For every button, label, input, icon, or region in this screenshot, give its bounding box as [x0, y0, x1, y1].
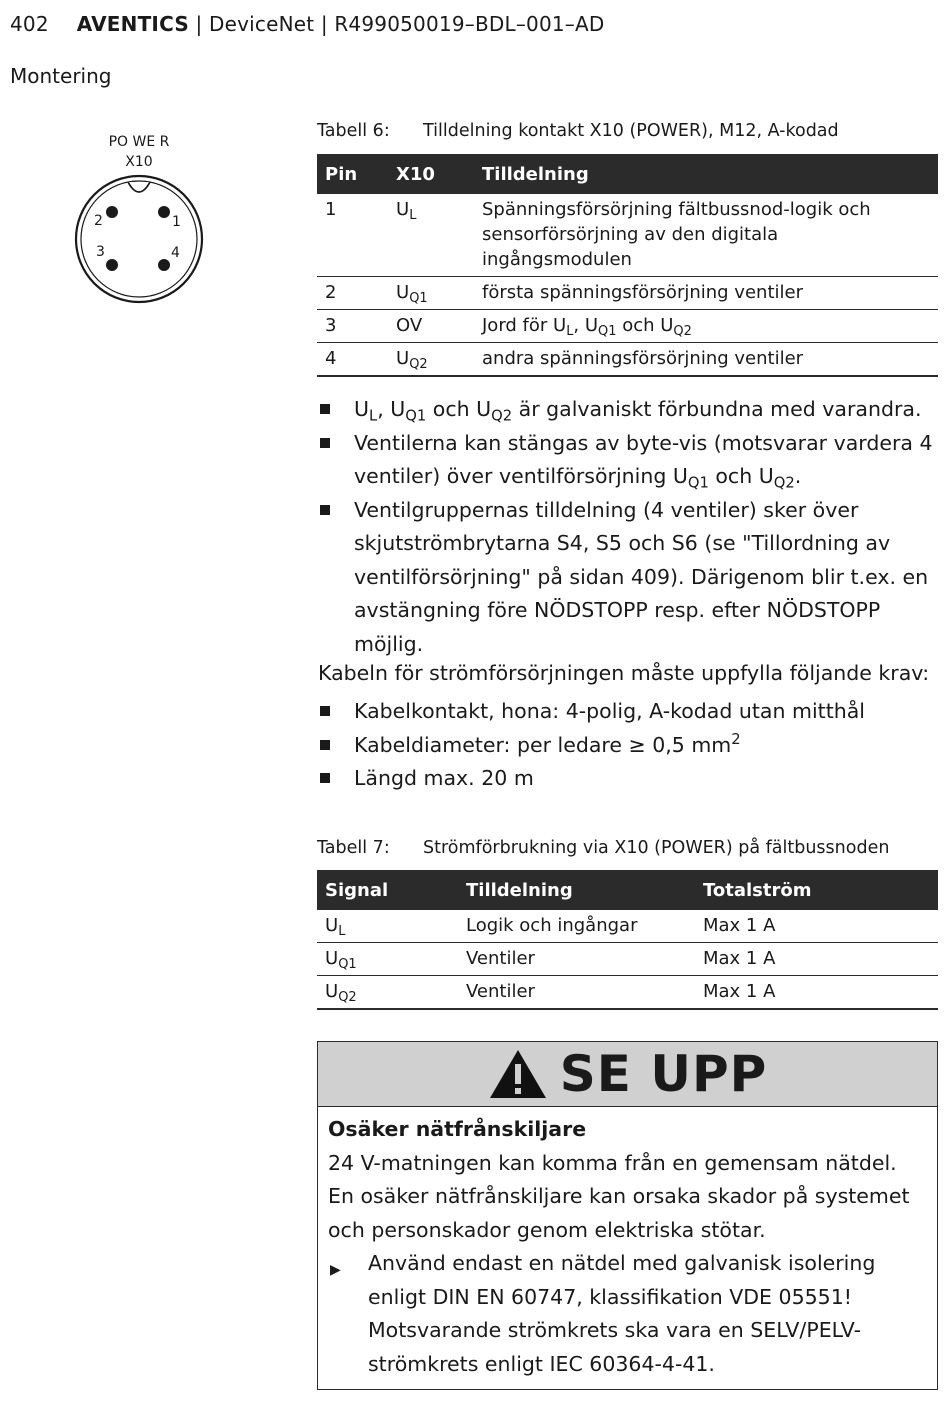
cable-requirements-intro: Kabeln för strömförsörjningen måste uppfylla följande krav: — [318, 661, 930, 685]
list-item: Ventilerna kan stängas av byte-vis (motsvarar vardera 4 ventiler) över ventilförsörjning $U_{Q1}$ och $U_{Q2}$. — [318, 427, 942, 494]
cell-tilldelning: Ventiler — [458, 976, 695, 1010]
bullet-square-icon — [320, 438, 330, 448]
cell-signal: $U_{Q2}$ — [317, 976, 458, 1010]
table-row — [317, 194, 938, 277]
pin-label-3: 3 — [96, 244, 105, 260]
cell-signal: $U_L$ — [317, 910, 458, 943]
cell-tilldelning: Jord för $U_L$, $U_{Q1}$ och $U_{Q2}$ — [474, 310, 938, 343]
bullet-square-icon — [320, 404, 330, 414]
col-header-tilldelning: Tilldelning — [474, 154, 938, 194]
m12-connector-icon — [72, 172, 206, 306]
table-row — [317, 976, 938, 1010]
cell-pin: 1 — [317, 194, 388, 277]
cell-tilldelning: första spänningsförsörjning ventiler — [474, 277, 938, 310]
cell-tilldelning: Ventiler — [458, 943, 695, 976]
table-row — [317, 910, 938, 943]
col-header-x10: X10 — [388, 154, 474, 194]
pin-label-2: 2 — [94, 213, 103, 229]
caution-title: SE UPP — [559, 1045, 768, 1103]
caution-instruction: ▶ Använd endast en nätdel med galvanisk isolering enligt DIN EN 60747, klassifikation VDE 05551! Motsvarande strömkrets ska vara en SELV/PELV-strömkrets enligt IEC 60364-4-41. — [330, 1251, 876, 1376]
list-item: $U_L$, $U_{Q1}$ och $U_{Q2}$ är galvaniskt förbundna med varandra. — [318, 393, 942, 427]
cell-tilldelning: Logik och ingångar — [458, 910, 695, 943]
list-item: Kabelkontakt, hona: 4-polig, A-kodad utan mitthål — [318, 695, 942, 729]
caution-box — [317, 1041, 938, 1390]
bullet-square-icon — [320, 706, 330, 716]
cell-tilldelning: Spänningsförsörjning fältbussnod-logik och sensorförsörjning av den digitala ingångsmodulen — [474, 194, 938, 277]
bullet-square-icon — [320, 505, 330, 515]
table7-caption-number: Tabell 7: — [317, 838, 390, 858]
cell-totalstrom: Max 1 A — [695, 976, 938, 1010]
page-number: 402 — [10, 12, 49, 36]
table6-caption-number: Tabell 6: — [317, 121, 390, 141]
cell-totalstrom: Max 1 A — [695, 910, 938, 943]
power-connector-diagram — [72, 134, 206, 304]
cell-x10: OV — [388, 310, 474, 343]
table7-header-row — [317, 870, 938, 910]
table6 — [317, 154, 938, 377]
pin-label-4: 4 — [171, 245, 180, 261]
page-header — [10, 12, 604, 36]
cable-requirements — [318, 695, 942, 796]
caution-heading: Osäker nätfrånskiljare — [328, 1117, 587, 1141]
table6-header-row — [317, 154, 938, 194]
connector-label: PO WE R — [108, 134, 170, 150]
cell-x10: $U_{Q2}$ — [388, 343, 474, 377]
cell-tilldelning: andra spänningsförsörjning ventiler — [474, 343, 938, 377]
document-id: | DeviceNet | R499050019–BDL–001–AD — [188, 12, 605, 36]
table-row — [317, 277, 938, 310]
table7-caption — [317, 838, 889, 858]
table6-caption — [317, 121, 839, 141]
brand-name: AVENTICS — [76, 12, 189, 36]
cell-signal: $U_{Q1}$ — [317, 943, 458, 976]
list-item: Kabeldiameter: per ledare ≥ 0,5 $mm^2$ — [318, 729, 942, 763]
list-item: Ventilgruppernas tilldelning (4 ventiler) sker över skjutströmbrytarna S4, S5 och S6 (se "Tillordning av ventilförsörjning" på sidan 409). Därigenom blir t.ex. en avstängning före NÖDSTOPP resp. efter NÖDSTOPP möjlig. — [318, 494, 942, 662]
connector-id: X10 — [125, 154, 153, 170]
section-title: Montering — [10, 64, 112, 88]
table6-caption-text: Tilldelning kontakt X10 (POWER), M12, A-kodad — [423, 121, 839, 141]
table7-caption-text: Strömförbrukning via X10 (POWER) på fältbussnoden — [423, 838, 890, 858]
col-header-tilldelning: Tilldelning — [458, 870, 695, 910]
cell-pin: 2 — [317, 277, 388, 310]
voltage-notes — [318, 393, 942, 661]
col-header-totalstrom: Totalström — [695, 870, 938, 910]
col-header-signal: Signal — [317, 870, 458, 910]
arrow-right-icon: ▶ — [330, 1262, 341, 1278]
table-row — [317, 343, 938, 377]
col-header-pin: Pin — [317, 154, 388, 194]
cell-totalstrom: Max 1 A — [695, 943, 938, 976]
caution-banner — [318, 1042, 937, 1107]
table7 — [317, 870, 938, 1010]
bullet-square-icon — [320, 740, 330, 750]
cell-x10: $U_{Q1}$ — [388, 277, 474, 310]
bullet-square-icon — [320, 773, 330, 783]
warning-triangle-icon — [488, 1048, 548, 1100]
pin-label-1: 1 — [172, 214, 181, 230]
cell-pin: 4 — [317, 343, 388, 377]
table-row — [317, 943, 938, 976]
list-item: Längd max. 20 m — [318, 762, 942, 796]
cell-x10: $U_L$ — [388, 194, 474, 277]
table-row — [317, 310, 938, 343]
cell-pin: 3 — [317, 310, 388, 343]
caution-text: 24 V-matningen kan komma från en gemensam nätdel. En osäker nätfrånskiljare kan orsaka skador på systemet och personskador genom elektriska stötar. — [328, 1150, 910, 1242]
